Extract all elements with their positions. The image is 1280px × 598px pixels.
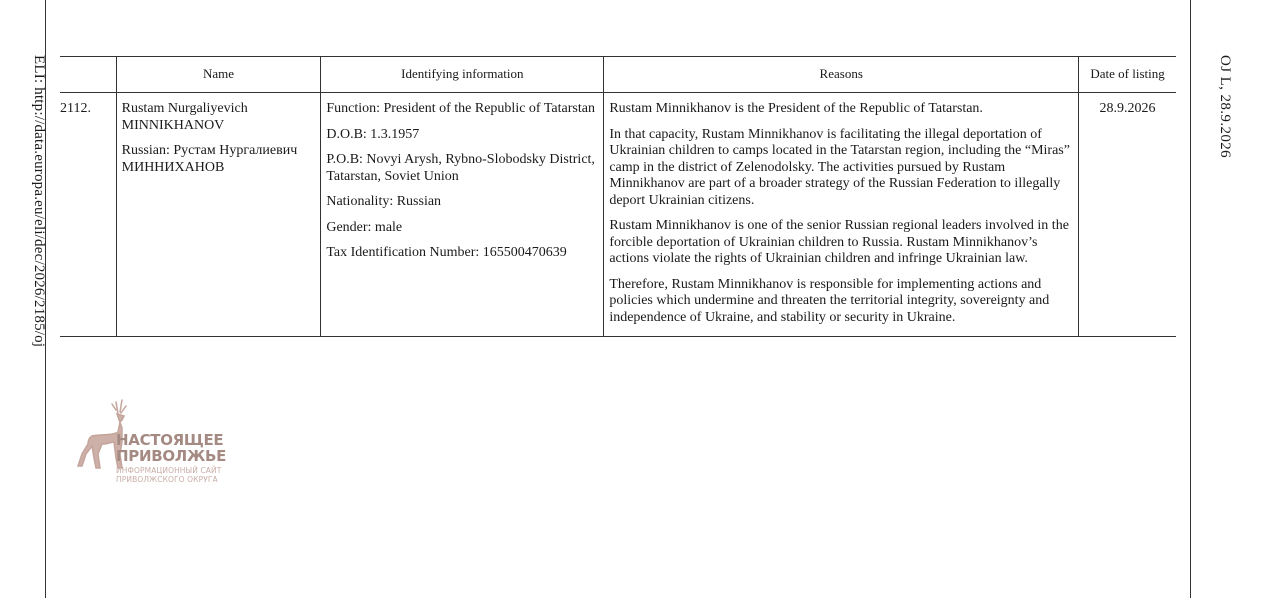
eli-reference: ELI: http://data.europa.eu/eli/dec/2026/2185/oj — [31, 55, 47, 348]
watermark-title: НАСТОЯЩЕЕ ПРИВОЛЖЬЕ — [116, 431, 227, 465]
header-reasons: Reasons — [604, 57, 1079, 93]
sanctions-table — [60, 56, 1176, 337]
watermark-subtitle: ИНФОРМАЦИОННЫЙ САЙТ ПРИВОЛЖСКОГО ОКРУГА — [116, 466, 222, 484]
header-date: Date of listing — [1079, 57, 1176, 93]
id-function: Function: President of the Republic of Tatarstan — [326, 101, 595, 116]
id-dob: D.O.B: 1.3.1957 — [326, 126, 420, 142]
watermark-logo — [76, 398, 246, 488]
journal-reference: OJ L, 28.9.2026 — [1217, 55, 1233, 159]
header-number — [60, 57, 116, 93]
id-pob: P.O.B: Novyi Arysh, Rybno-Slobodsky District, Tatarstan, Soviet Union — [326, 152, 595, 184]
reason-paragraph: Rustam Minnikhanov is the President of the Republic of Tatarstan. — [609, 101, 983, 116]
id-nationality: Nationality: Russian — [326, 194, 442, 209]
reason-paragraph: In that capacity, Rustam Minnikhanov is facilitating the illegal deportation of Ukrainian children to camps located in the Tatarstan region, including the “Miras” camp in the district of Zelenodolsky. The activities pursued by Rustam Minnikhanov are part of a broader strategy of the Russian Federation to illegally deport Ukrainian citizens. — [609, 126, 1070, 208]
right-margin-rule — [1190, 0, 1191, 598]
reason-paragraph: Therefore, Rustam Minnikhanov is responsible for implementing actions and policies which undermine and threaten the territorial integrity, sovereignty and independence of Ukraine, and stability or security in Ukraine. — [609, 276, 1050, 325]
entry-identifying — [321, 93, 604, 337]
reason-paragraph: Rustam Minnikhanov is one of the senior Russian regional leaders involved in the forcible deportation of Ukrainian children to Russia. Rustam Minnikhanov’s actions violate the rights of Ukrainian children and infringe Ukrainian law. — [609, 218, 1069, 266]
name-latin: Rustam Nurgaliyevich MINNIKHANOV — [121, 101, 248, 133]
header-name: Name — [116, 57, 321, 93]
name-cyrillic: Russian: Рустам Нургалиевич МИННИХАНОВ — [121, 143, 298, 175]
id-tax: Tax Identification Number: 165500470639 — [326, 245, 567, 260]
header-identifying: Identifying information — [321, 57, 604, 93]
entry-reasons — [604, 93, 1079, 337]
id-gender: Gender: male — [326, 219, 403, 235]
entry-date: 28.9.2026 — [1079, 93, 1176, 337]
entry-name — [116, 93, 321, 337]
table-row — [60, 93, 1176, 337]
entry-number: 2112. — [60, 93, 116, 337]
table-header-row — [60, 57, 1176, 93]
